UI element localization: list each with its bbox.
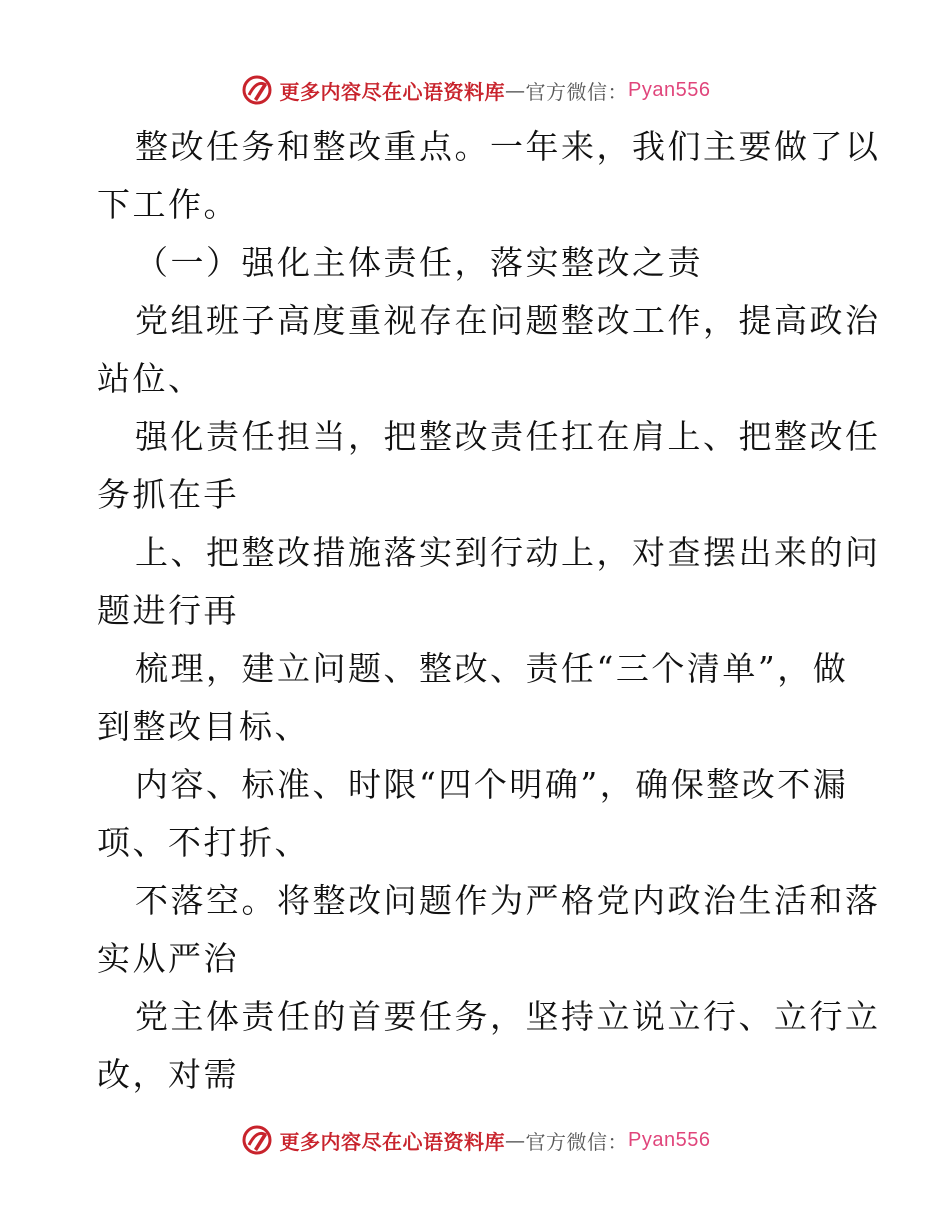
banner-dash: — bbox=[505, 1128, 526, 1152]
section-heading: （一）强化主体责任，落实整改之责 bbox=[135, 243, 703, 282]
text-line: 党主体责任的首要任务，坚持立说立行、立行立 bbox=[135, 997, 881, 1036]
pen-swirl-logo-icon bbox=[240, 1123, 274, 1157]
document-body bbox=[97, 118, 881, 1104]
banner-wechat-label: 官方微信： bbox=[525, 79, 629, 104]
footer-watermark-banner bbox=[0, 1120, 950, 1160]
text-line: 强化责任担当，把整改责任扛在肩上、把整改任 bbox=[135, 417, 881, 456]
header-watermark-banner bbox=[0, 70, 950, 110]
banner-wechat-id: Pyan556 bbox=[628, 78, 711, 101]
text-line: 务抓在手 bbox=[97, 475, 239, 514]
text-line: 梳理，建立问题、整改、责任“三个清单”，做 bbox=[135, 649, 849, 688]
text-line: 整改任务和整改重点。一年来，我们主要做了以 bbox=[135, 127, 881, 166]
text-line: 改，对需 bbox=[97, 1055, 239, 1094]
text-line: 上、把整改措施落实到行动上，对查摆出来的问 bbox=[135, 533, 881, 572]
text-line: 题进行再 bbox=[97, 591, 239, 630]
text-line: 到整改目标、 bbox=[97, 707, 310, 746]
banner-wechat-id: Pyan556 bbox=[628, 1128, 711, 1151]
text-line: 党组班子高度重视存在问题整改工作，提高政治 bbox=[135, 301, 881, 340]
text-line: 不落空。将整改问题作为严格党内政治生活和落 bbox=[135, 881, 881, 920]
text-line: 站位、 bbox=[97, 359, 204, 398]
text-line: 下工作。 bbox=[97, 185, 239, 224]
banner-dash: — bbox=[505, 78, 526, 102]
pen-swirl-logo-icon bbox=[240, 73, 274, 107]
text-line: 实从严治 bbox=[97, 939, 239, 978]
text-line: 项、不打折、 bbox=[97, 823, 310, 862]
banner-site-name: 更多内容尽在心语资料库 bbox=[279, 1129, 506, 1154]
text-line: 内容、标准、时限“四个明确”，确保整改不漏 bbox=[135, 765, 849, 804]
banner-site-name: 更多内容尽在心语资料库 bbox=[279, 79, 506, 104]
banner-wechat-label: 官方微信： bbox=[525, 1129, 629, 1154]
